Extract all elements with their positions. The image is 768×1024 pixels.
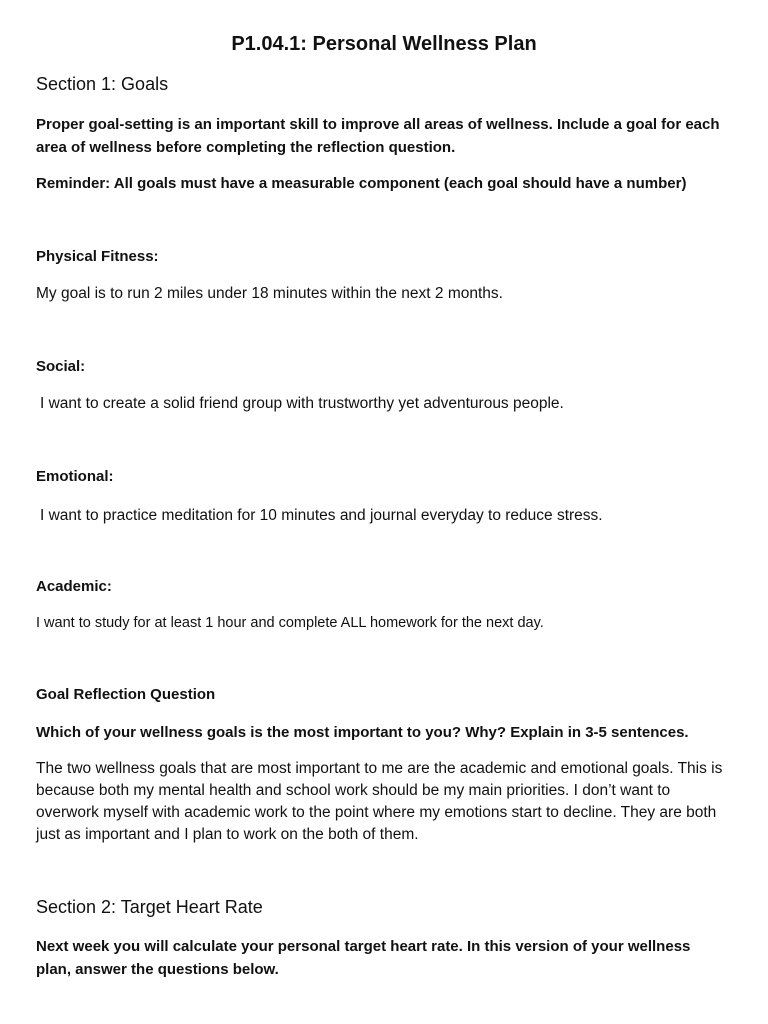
section-1-reminder: Reminder: All goals must have a measurable component (each goal should have a number) (36, 175, 687, 192)
goal-answer-social: I want to create a solid friend group with trustworthy yet adventurous people. (40, 395, 564, 412)
goal-label-emotional: Emotional: (36, 468, 114, 485)
section-2-heading: Section 2: Target Heart Rate (36, 897, 263, 917)
section-2-intro: Next week you will calculate your personal target heart rate. In this version of your wellness plan, answer the questions below. (36, 938, 691, 978)
reflection-label: Goal Reflection Question (36, 686, 216, 703)
section-1-heading: Section 1: Goals (36, 74, 169, 94)
goal-label-social: Social: (36, 358, 86, 375)
goal-label-physical-fitness: Physical Fitness: (36, 248, 159, 265)
document-title: P1.04.1: Personal Wellness Plan (231, 33, 537, 55)
goal-answer-emotional: I want to practice meditation for 10 minutes and journal everyday to reduce stress. (40, 507, 603, 524)
goal-label-academic: Academic: (36, 578, 112, 595)
goal-answer-academic: I want to study for at least 1 hour and complete ALL homework for the next day. (36, 615, 544, 631)
reflection-question: Which of your wellness goals is the most important to you? Why? Explain in 3-5 sentences. (36, 724, 689, 741)
section-1-intro: Proper goal-setting is an important skill to improve all areas of wellness. Include a goal for each area of wellness before completing the reflection question. (36, 116, 720, 156)
reflection-answer: The two wellness goals that are most important to me are the academic and emotional goals. This is because both my mental health and school work should be my main priorities. I don’t want to overwork myself with academic work to the point where my emotions start to decline. They are both just as important and I plan to work on the both of them. (36, 760, 723, 843)
goal-answer-physical-fitness: My goal is to run 2 miles under 18 minutes within the next 2 months. (36, 285, 503, 302)
